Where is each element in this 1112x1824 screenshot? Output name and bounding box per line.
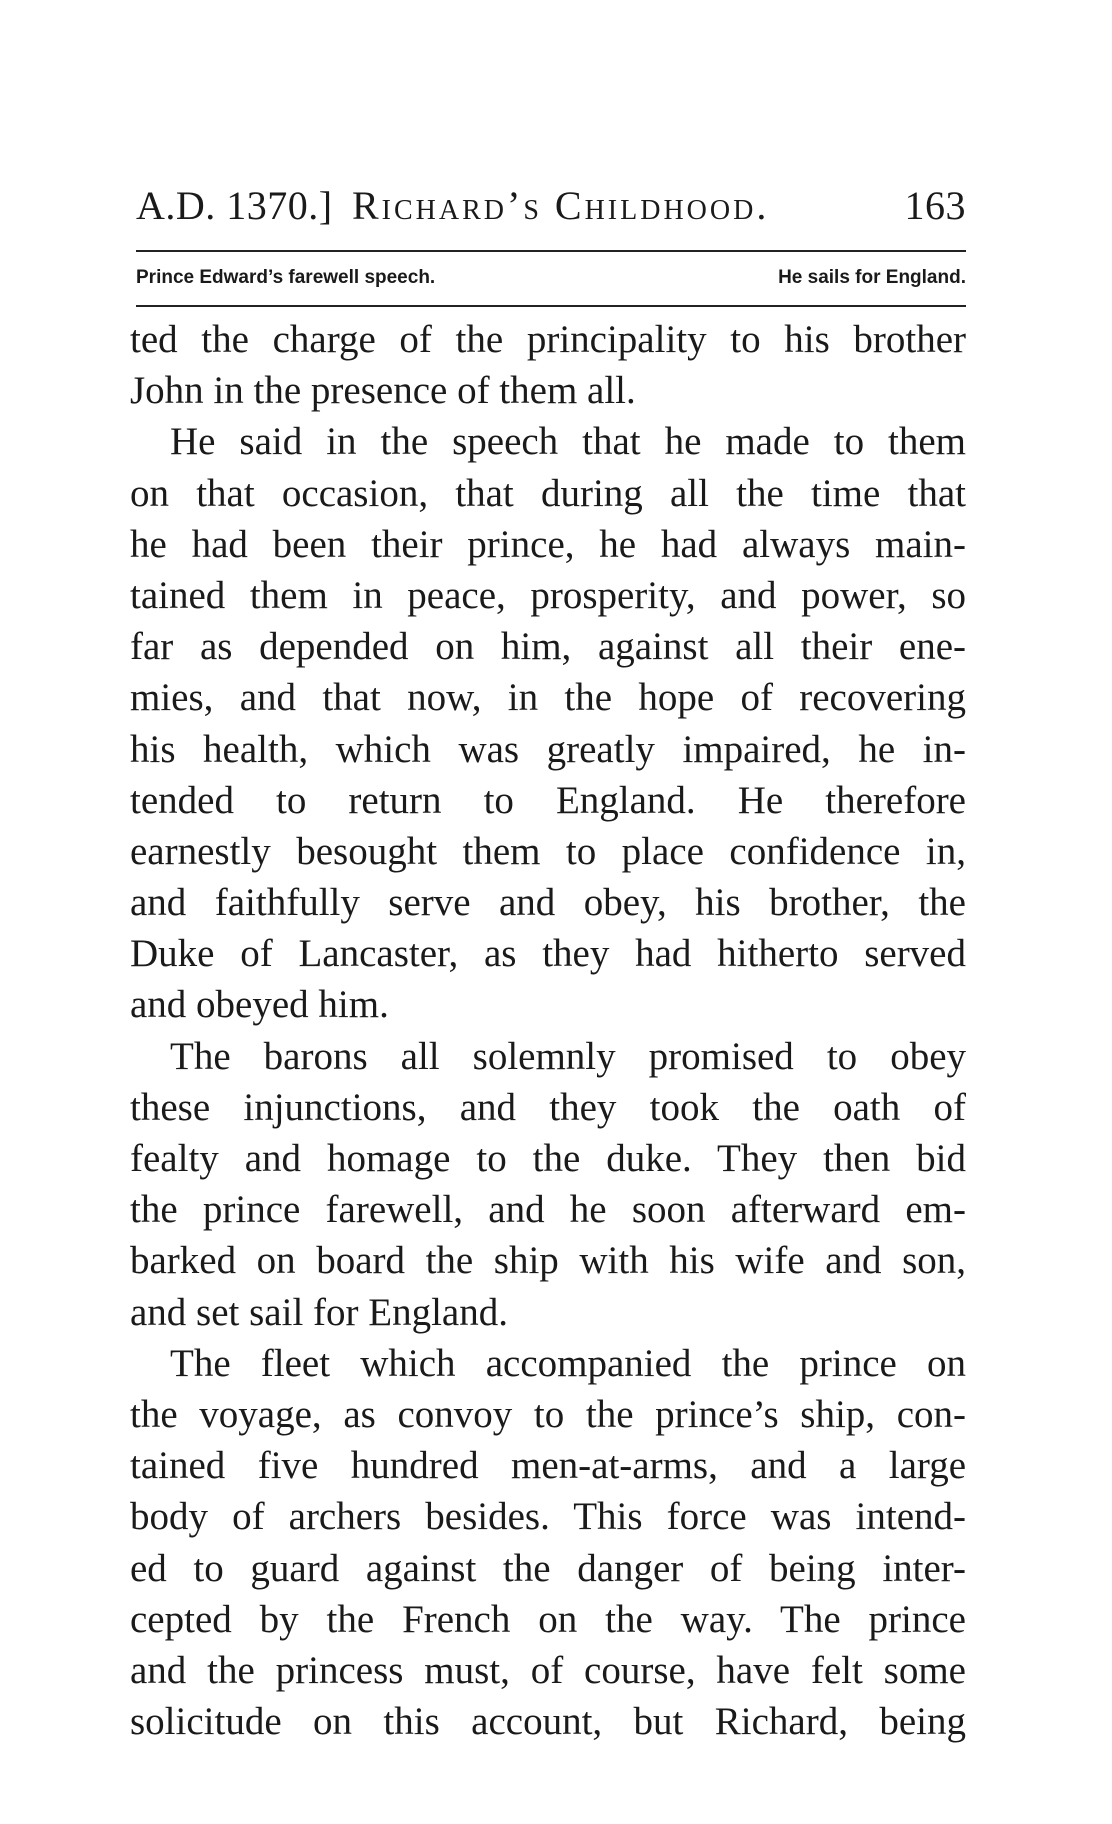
header-rule-top (136, 250, 966, 252)
text-line: John in the presence of them all. (130, 369, 636, 413)
running-head-date: A.D. 1370.] (136, 183, 333, 228)
text-line: and the princess must, of course, have felt some (130, 1648, 966, 1692)
text-line: and obeyed him. (130, 983, 389, 1027)
text-line: tained five hundred men-at-arms, and a large (130, 1444, 966, 1488)
text-line: body of archers besides. This force was intend- (130, 1495, 966, 1539)
text-line: tained them in peace, prosperity, and power, so (130, 573, 966, 617)
text-line: these injunctions, and they took the oath of (130, 1085, 966, 1129)
header-rule-bottom (136, 305, 966, 307)
text-line: the prince farewell, and he soon afterward em- (130, 1188, 966, 1232)
body-text (130, 314, 966, 1747)
text-line: on that occasion, that during all the time that (130, 471, 966, 515)
text-line: earnestly besought them to place confidence in, (130, 829, 966, 873)
text-line: and faithfully serve and obey, his brother, the (130, 881, 966, 925)
text-line: his health, which was greatly impaired, he in- (130, 727, 966, 771)
text-line: ed to guard against the danger of being inter- (130, 1546, 966, 1590)
text-line: tended to return to England. He therefore (130, 778, 966, 822)
text-line: mies, and that now, in the hope of recovering (130, 676, 966, 720)
running-head (136, 176, 966, 236)
paragraph-first-line: He said in the speech that he made to them (170, 420, 966, 464)
paragraph-first-line: The barons all solemnly promised to obey (170, 1034, 966, 1078)
running-head-title: Richard’s Childhood. (352, 183, 770, 228)
text-line: Duke of Lancaster, as they had hitherto served (130, 932, 966, 976)
text-line: barked on board the ship with his wife and son, (130, 1239, 966, 1283)
text-line: he had been their prince, he had always main- (130, 522, 966, 566)
text-line: far as depended on him, against all their ene- (130, 625, 966, 669)
side-note-right: He sails for England. (778, 267, 966, 288)
text-line: solicitude on this account, but Richard, being (130, 1700, 966, 1744)
paragraph-first-line: The fleet which accompanied the prince on (170, 1341, 966, 1385)
side-note-left: Prince Edward’s farewell speech. (136, 267, 436, 288)
text-line: and set sail for England. (130, 1290, 508, 1334)
text-line: ted the charge of the principality to his brother (130, 318, 966, 361)
page-number: 163 (904, 183, 966, 228)
marginal-notes (136, 256, 966, 300)
text-line: the voyage, as convoy to the prince’s ship, con- (130, 1392, 966, 1436)
text-line: fealty and homage to the duke. They then bid (130, 1137, 966, 1180)
text-line: cepted by the French on the way. The prince (130, 1597, 966, 1641)
